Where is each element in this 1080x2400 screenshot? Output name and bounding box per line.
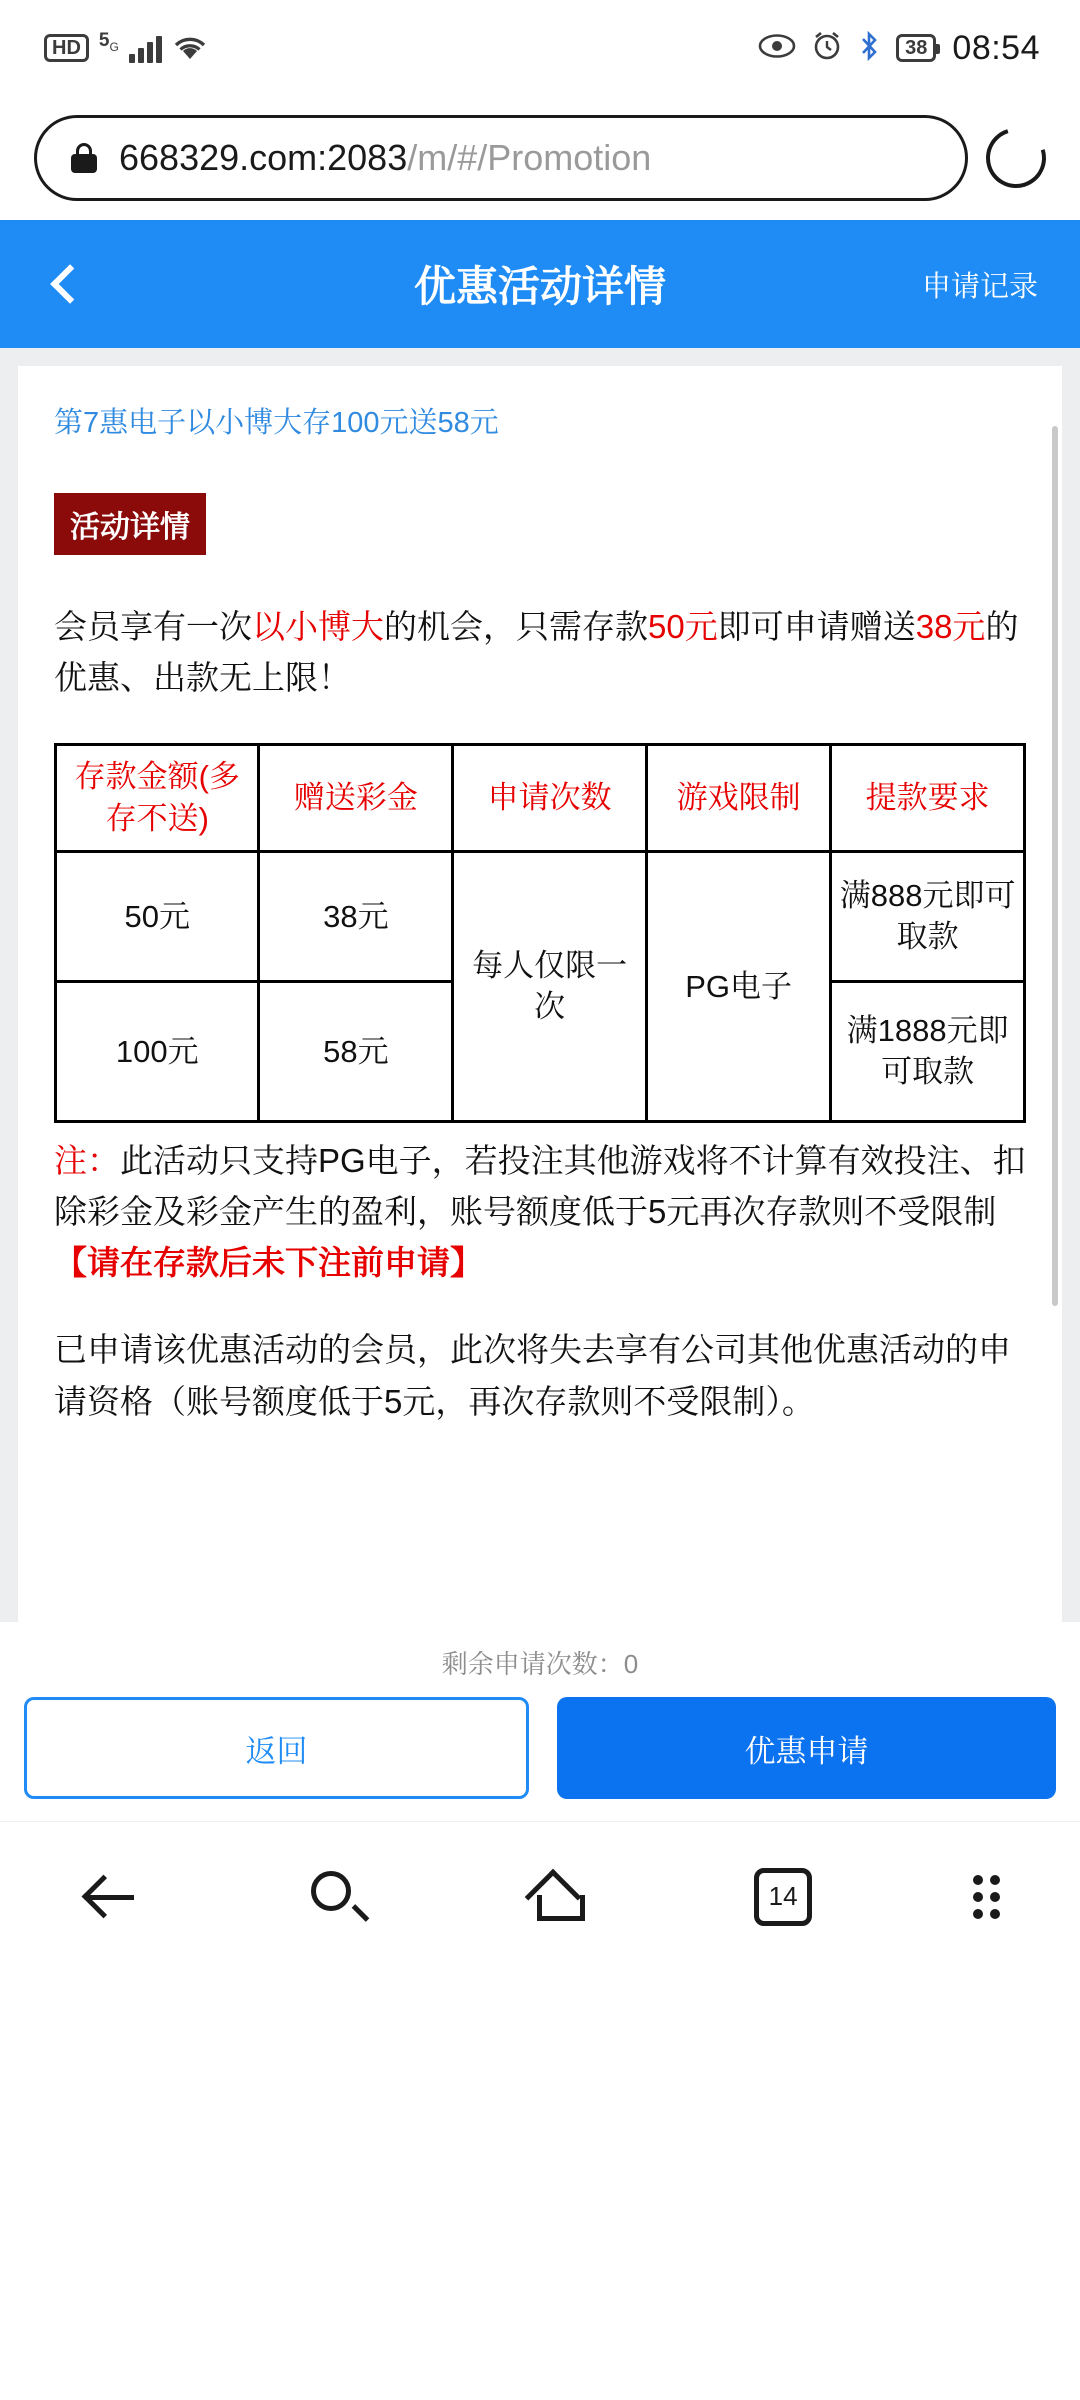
home-icon[interactable]	[529, 1865, 593, 1929]
alarm-icon	[812, 31, 842, 66]
menu-icon[interactable]	[973, 1875, 1000, 1919]
reload-icon[interactable]	[975, 117, 1056, 198]
wifi-icon	[172, 34, 208, 62]
intro-part-1: 会员享有一次	[54, 608, 252, 645]
eye-icon	[758, 33, 796, 64]
th-deposit: 存款金额(多存不送)	[56, 745, 259, 852]
remaining-applications	[0, 1622, 1080, 1697]
cell-deposit-1: 50元	[56, 851, 259, 981]
hd-badge: HD	[44, 34, 89, 62]
promotion-note	[54, 1135, 1026, 1288]
promotion-table	[54, 743, 1026, 1123]
note-body: 此活动只支持PG电子，若投注其他游戏将不计算有效投注、扣除彩金及彩金产生的盈利，账号额度低于5元再次存款则不受限制	[54, 1141, 1026, 1231]
cell-times: 每人仅限一次	[453, 851, 647, 1121]
promotion-footer-text: 已申请该优惠活动的会员，此次将失去享有公司其他优惠活动的申请资格（账号额度低于5元，再次存款则不受限制）。	[54, 1331, 1011, 1420]
url-path: /m/#/Promotion	[407, 137, 652, 178]
intro-highlight-3: 38元	[915, 608, 986, 645]
status-bar	[0, 0, 1080, 96]
note-lead: 注：	[54, 1141, 120, 1179]
intro-part-2: 的机会，只需存款	[384, 608, 648, 645]
th-times: 申请次数	[453, 745, 647, 852]
battery-icon: 38	[896, 34, 936, 62]
cell-bonus-1: 38元	[259, 851, 453, 981]
cell-withdraw-2: 满1888元即可取款	[831, 981, 1025, 1121]
cell-game: PG电子	[647, 851, 831, 1121]
url-input[interactable]	[34, 115, 968, 201]
browser-toolbar	[0, 96, 1080, 220]
cell-bonus-2: 58元	[259, 981, 453, 1121]
remaining-value: 0	[623, 1649, 639, 1679]
section-flag-detail: 活动详情	[54, 493, 206, 555]
tabs-icon[interactable]: 14	[754, 1868, 812, 1926]
content-area	[0, 348, 1080, 1622]
cell-withdraw-1: 满888元即可取款	[831, 851, 1025, 981]
signal-bars-icon	[129, 33, 162, 63]
url-text	[119, 137, 651, 179]
5g-icon: $5_G$	[98, 30, 119, 54]
apply-records-link[interactable]: 申请记录	[921, 270, 1038, 303]
th-game: 游戏限制	[647, 745, 831, 852]
app-header	[0, 220, 1080, 348]
scrollbar[interactable]	[1052, 426, 1058, 1306]
bluetooth-icon	[858, 31, 880, 66]
promotion-card	[18, 366, 1062, 1622]
status-left-group	[44, 30, 208, 63]
th-bonus: 赠送彩金	[259, 745, 453, 852]
promotion-name: 第7惠电子以小博大存100元送58元	[54, 407, 499, 439]
status-right-group	[758, 29, 1040, 68]
status-clock: 08:54	[952, 28, 1040, 67]
table-header-row	[56, 745, 1025, 852]
lock-icon	[71, 143, 97, 173]
intro-highlight-1: 以小博大	[252, 608, 384, 645]
browser-nav-bar	[0, 1821, 1080, 1971]
page-title: 优惠活动详情	[413, 263, 666, 310]
intro-highlight-2: 50元	[648, 608, 718, 645]
intro-part-3: 即可申请赠送	[717, 608, 916, 645]
promotion-intro	[54, 601, 1026, 703]
back-arrow-icon[interactable]	[80, 1865, 144, 1929]
cell-deposit-2: 100元	[56, 981, 259, 1121]
back-chevron-icon[interactable]	[50, 264, 90, 304]
th-withdraw: 提款要求	[831, 745, 1025, 852]
intro-part-4: 的优惠、出款无上限！	[54, 608, 1019, 697]
action-bar	[0, 1697, 1080, 1821]
url-domain: 668329.com:2083	[119, 137, 408, 178]
note-emphasis: 【请在存款后未下注前申请】	[54, 1244, 483, 1282]
remaining-label: 剩余申请次数：	[441, 1649, 624, 1679]
search-icon[interactable]	[305, 1865, 369, 1929]
apply-button[interactable]: 优惠申请	[557, 1697, 1056, 1799]
back-button[interactable]: 返回	[24, 1697, 529, 1799]
table-row	[56, 851, 1025, 981]
